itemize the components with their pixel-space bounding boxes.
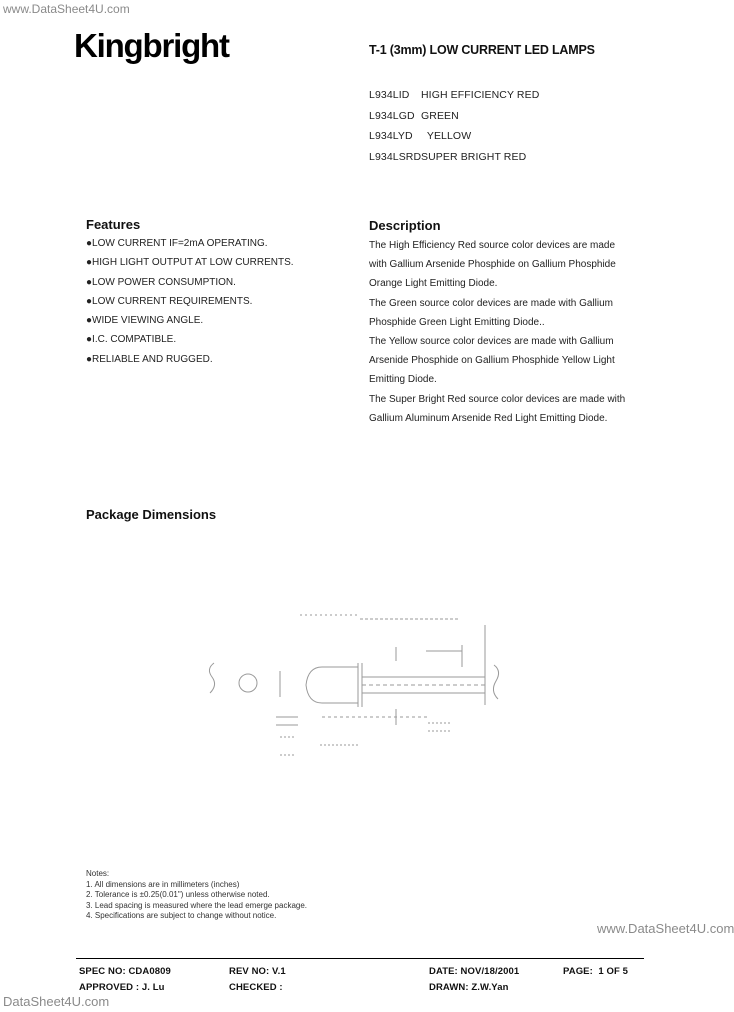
description-line: Arsenide Phosphide on Gallium Phosphide Yellow Light: [369, 355, 615, 367]
note-item: 3. Lead spacing is measured where the lead emerge package.: [86, 900, 308, 910]
watermark-top: www.DataSheet4U.com: [3, 2, 130, 16]
revision-number: REV NO: V.1: [229, 966, 286, 977]
part-row: [369, 110, 539, 131]
description-line: Phosphide Green Light Emitting Diode..: [369, 316, 545, 328]
note-item: 1. All dimensions are in millimeters (inches): [86, 879, 240, 889]
watermark-side: www.DataSheet4U.com: [597, 921, 734, 936]
part-color: YELLOW: [421, 130, 472, 142]
package-drawing: [200, 605, 520, 775]
feature-item: ●LOW CURRENT IF=2mA OPERATING.: [86, 238, 268, 249]
description-line: Orange Light Emitting Diode.: [369, 278, 498, 290]
document-title: T-1 (3mm) LOW CURRENT LED LAMPS: [369, 43, 595, 57]
description-line: The Super Bright Red source color devices are made with: [369, 393, 626, 405]
feature-item: ●WIDE VIEWING ANGLE.: [86, 315, 204, 327]
drawn-by: DRAWN: Z.W.Yan: [429, 982, 509, 993]
features-list: [86, 234, 294, 369]
description-line: The Yellow source color devices are made with Gallium: [369, 336, 614, 348]
part-color: GREEN: [421, 109, 459, 122]
description-line: Emitting Diode.: [369, 374, 437, 386]
feature-item: ●RELIABLE AND RUGGED.: [86, 353, 213, 365]
part-color: SUPER BRIGHT RED: [421, 150, 527, 163]
approved-by: APPROVED : J. Lu: [79, 982, 165, 993]
feature-item: ●LOW CURRENT REQUIREMENTS.: [86, 295, 253, 307]
notes-heading: Notes:: [86, 869, 110, 878]
notes-block: [86, 869, 307, 922]
note-item: 2. Tolerance is ±0.25(0.01") unless otherwise noted.: [86, 890, 270, 899]
part-code: L934LSRD: [369, 150, 422, 163]
feature-item: ●I.C. COMPATIBLE.: [86, 334, 177, 346]
part-color: HIGH EFFICIENCY RED: [421, 89, 540, 101]
part-code: L934LGD: [369, 109, 415, 122]
description-text: [369, 236, 639, 428]
feature-item: ●HIGH LIGHT OUTPUT AT LOW CURRENTS.: [86, 257, 294, 269]
description-heading: Description: [369, 218, 441, 233]
part-list: [369, 89, 539, 171]
part-row: [369, 130, 539, 151]
checked-by: CHECKED :: [229, 982, 283, 993]
footer-divider: [76, 958, 644, 959]
page-number: PAGE: 1 OF 5: [563, 966, 628, 977]
spec-number: SPEC NO: CDA0809: [79, 966, 171, 977]
watermark-bottom: DataSheet4U.com: [3, 994, 110, 1009]
part-code: L934LID: [369, 89, 410, 101]
description-line: Gallium Aluminum Arsenide Red Light Emitting Diode.: [369, 412, 608, 424]
document-date: DATE: NOV/18/2001: [429, 966, 520, 977]
package-dimensions-heading: Package Dimensions: [86, 507, 217, 522]
part-row: [369, 151, 539, 172]
description-line: The High Efficiency Red source color devices are made: [369, 240, 616, 251]
features-heading: Features: [86, 217, 141, 232]
description-line: The Green source color devices are made with Gallium: [369, 297, 613, 309]
note-item: 4. Specifications are subject to change without notice.: [86, 911, 277, 920]
description-line: with Gallium Arsenide Phosphide on Gallium Phosphide: [369, 259, 616, 271]
part-code: L934LYD: [369, 130, 413, 142]
part-row: [369, 89, 539, 110]
feature-item: ●LOW POWER CONSUMPTION.: [86, 276, 236, 288]
kingbright-logo: Kingbright: [74, 27, 229, 64]
